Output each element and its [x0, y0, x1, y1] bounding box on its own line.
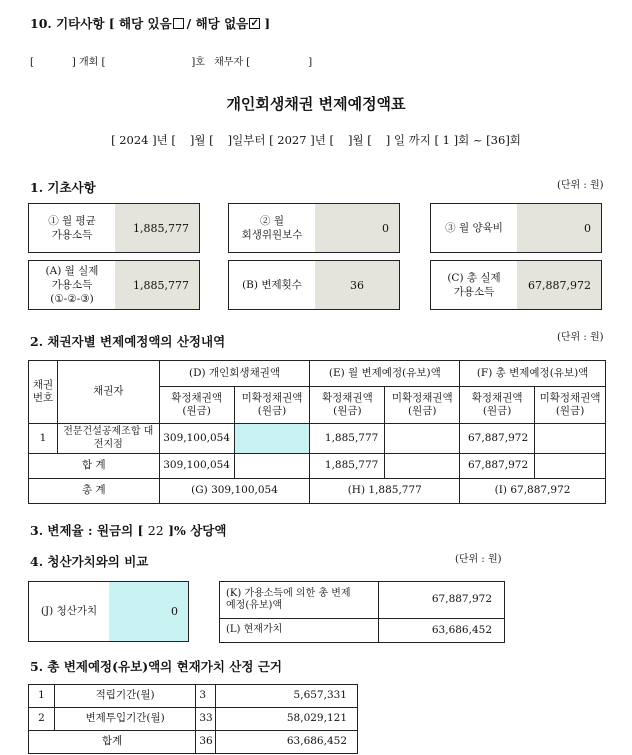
pv-row2-count: 33 — [196, 708, 216, 731]
pv-total-label: 합계 — [29, 731, 196, 754]
case-debtor: 채무자 [ — [214, 57, 251, 68]
pv-row1-value: 5,657,331 — [216, 685, 358, 708]
k-label: (K) 가용소득에 의한 총 변제 예정(유보)액 — [220, 582, 379, 619]
liquidation-label: (J) 청산가치 — [40, 605, 98, 618]
period-p4: ]일부터 [ — [227, 133, 274, 147]
k-value: 67,887,972 — [379, 582, 505, 619]
period-start-year: 2024 — [119, 133, 149, 147]
list-item — [29, 685, 358, 708]
repay-count-box — [228, 260, 400, 310]
total-income-box — [430, 260, 602, 310]
col-no-header: 채권 번호 — [29, 361, 58, 424]
actual-income-value: 1,885,777 — [115, 261, 199, 309]
document-title: 개인회생채권 변제예정액표 — [226, 95, 406, 113]
case-number: ]호 — [191, 57, 205, 68]
case-open: [ — [30, 57, 34, 68]
sum-f2 — [535, 454, 606, 479]
period-p7: ] 일 까지 [ — [385, 133, 439, 147]
liquidation-value: 0 — [109, 582, 188, 641]
e-unconfirmed-header: 미확정채권액 (원금) — [385, 387, 460, 424]
section10-heading — [30, 14, 270, 32]
commissioner-fee-label: ② 월 회생위원보수 — [241, 214, 303, 241]
avg-income-box — [28, 203, 200, 253]
col-e-header: (E) 월 변제예정(유보)액 — [310, 361, 460, 387]
period-p6: ]월 [ — [347, 133, 372, 147]
pv-total-row — [29, 731, 358, 754]
row-d1: 309,100,054 — [159, 424, 234, 454]
col-d-header: (D) 개인회생채권액 — [159, 361, 310, 387]
period-p8: ]회 ~ [ — [453, 133, 491, 147]
total-g: (G) 309,100,054 — [159, 479, 310, 504]
rate-pre: 3. 변제율 : 원금의 [ — [30, 523, 144, 538]
period-p9: ]회 — [505, 133, 521, 147]
pv-row1-label: 적립기간(월) — [54, 685, 195, 708]
actual-income-box — [28, 260, 200, 310]
period-p2: ]년 [ — [152, 133, 176, 147]
case-court: ] 개회 [ — [71, 57, 106, 68]
child-support-value: 0 — [517, 204, 601, 252]
total-income-label: (C) 총 실제 가용소득 — [447, 271, 501, 298]
pv-row2-no: 2 — [29, 708, 55, 731]
d-unconfirmed-header: 미확정채권액 (원금) — [234, 387, 310, 424]
section10-title: 10. 기타사항 [ 해당 있음 — [30, 16, 172, 31]
child-support-box — [430, 203, 602, 253]
avg-income-label: ① 월 평균 가용소득 — [48, 214, 96, 241]
table-row — [29, 424, 606, 454]
pv-row2-label: 변제투입기간(월) — [54, 708, 195, 731]
period-to-round: 36 — [490, 133, 506, 147]
row-no: 1 — [29, 424, 58, 454]
sum-e1: 1,885,777 — [310, 454, 385, 479]
row-e1: 1,885,777 — [310, 424, 385, 454]
row-e2 — [385, 424, 460, 454]
row-d2 — [234, 424, 310, 454]
commissioner-fee-value: 0 — [315, 204, 399, 252]
l-value: 63,686,452 — [379, 619, 505, 643]
row-f2 — [535, 424, 606, 454]
actual-income-label: (A) 월 실제 가용소득 (①-②-③) — [45, 264, 99, 306]
total-i: (I) 67,887,972 — [460, 479, 606, 504]
compare-table — [219, 581, 505, 643]
sum-row — [29, 454, 606, 479]
row-creditor: 전문건설공제조합 대 전지점 — [57, 424, 159, 454]
unit-label-1: (단위 : 원) — [557, 180, 604, 191]
sum-label: 합 계 — [29, 454, 160, 479]
row-f1: 67,887,972 — [460, 424, 535, 454]
case-close: ] — [308, 57, 313, 68]
repay-count-label: (B) 변제횟수 — [242, 278, 302, 291]
section5-title: 5. 총 변제예정(유보)액의 현재가치 산정 근거 — [30, 659, 282, 674]
e-confirmed-header: 확정채권액 (원금) — [310, 387, 385, 424]
pv-total-count: 36 — [196, 731, 216, 754]
period-p3: ]월 [ — [189, 133, 214, 147]
checkbox-checked-icon[interactable]: ✓ — [250, 17, 259, 29]
sum-e2 — [385, 454, 460, 479]
pv-total-value: 63,686,452 — [216, 731, 358, 754]
total-label: 총 계 — [29, 479, 160, 504]
pv-row2-value: 58,029,121 — [216, 708, 358, 731]
period-from-round: 1 — [442, 133, 450, 147]
section4-title: 4. 청산가치와의 비교 — [30, 554, 149, 569]
total-row — [29, 479, 606, 504]
repay-count-value: 36 — [315, 261, 399, 309]
unit-label-4: (단위 : 원) — [455, 554, 502, 565]
section10-sep: / 해당 없음 — [186, 16, 249, 31]
col-creditor-header: 채권자 — [57, 361, 159, 424]
section1-title: 1. 기초사항 — [30, 180, 96, 195]
f-confirmed-header: 확정채권액 (원금) — [460, 387, 535, 424]
sum-d1: 309,100,054 — [159, 454, 234, 479]
section2-title: 2. 채권자별 변제예정액의 산정내역 — [30, 334, 226, 349]
rate-value: 22 — [147, 523, 164, 538]
list-item — [29, 708, 358, 731]
rate-post: ]% 상당액 — [168, 523, 227, 538]
pv-row1-count: 3 — [196, 685, 216, 708]
pv-row1-no: 1 — [29, 685, 55, 708]
period-p5: ]년 [ — [310, 133, 334, 147]
creditor-table — [28, 360, 606, 504]
sum-f1: 67,887,972 — [460, 454, 535, 479]
l-label: (L) 현재가치 — [220, 619, 379, 643]
unit-label-2: (단위 : 원) — [557, 332, 604, 343]
child-support-label: ③ 월 양육비 — [445, 221, 503, 234]
case-line — [30, 53, 312, 68]
d-confirmed-header: 확정채권액 (원금) — [159, 387, 234, 424]
f-unconfirmed-header: 미확정채권액 (원금) — [535, 387, 606, 424]
period-p1: [ — [111, 133, 116, 147]
total-income-value: 67,887,972 — [517, 261, 601, 309]
checkbox-empty-icon[interactable] — [173, 18, 184, 29]
liquidation-box — [28, 581, 189, 642]
section10-end: ] — [264, 15, 271, 31]
period-line — [0, 132, 632, 148]
section3-line — [30, 521, 226, 539]
avg-income-value: 1,885,777 — [115, 204, 199, 252]
period-end-year: 2027 — [277, 133, 307, 147]
commissioner-fee-box — [228, 203, 400, 253]
total-h: (H) 1,885,777 — [310, 479, 460, 504]
col-f-header: (F) 총 변제예정(유보)액 — [460, 361, 606, 387]
present-value-table — [28, 684, 358, 754]
sum-d2 — [234, 454, 310, 479]
